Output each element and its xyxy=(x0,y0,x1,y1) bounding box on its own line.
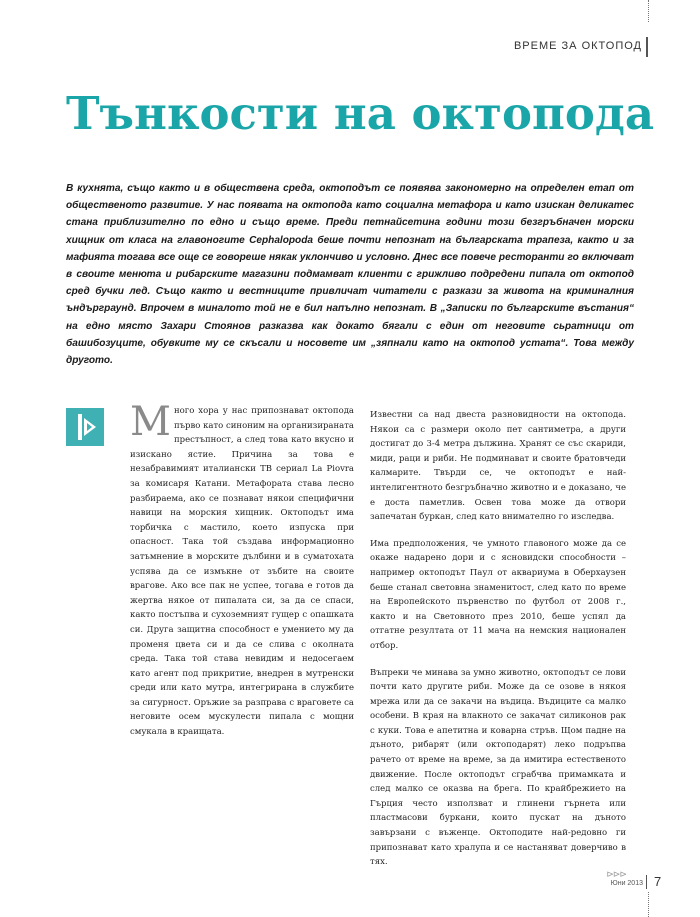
article-title: Тънкости на октопода xyxy=(66,87,655,140)
bottom-divider xyxy=(648,892,649,917)
body-paragraph: Известни са над двеста разновидности на октопода. Някои са с размери около пет сантиметра, а други достигат до 3-4 метра дължина. Хранят се със скариди, миди, раци и риби. Не подминават и своите братовчеди калмарите. Твърди се, че октоподът е най-интелигентното безгръбначно животно и е доказано, че е доста паметлив. Освен това може да отвори запечатан буркан, след като внимателно го изследва. xyxy=(370,410,626,523)
footer-divider xyxy=(646,875,647,889)
body-paragraph xyxy=(130,399,355,740)
article-column-left xyxy=(130,399,355,740)
top-divider xyxy=(648,0,649,22)
body-paragraph: Въпреки че минава за умно животно, октоподът се лови почти като другите риби. Може да се озове в някоя мрежа или да се закачи на въдица. Въдиците са малко особени. В края на влакното се закачат силиконов рак с куки. Това е апетитна и коварна стръв. Щом падне на дъното, рибарят (или октоподарят) леко подръпва рачето от време на време, за да имитира естественото движение. После октоподът сграбчва примамката и след малко се оказва на брега. По крайбрежието на Гърция често използват и глинени гърнета или пластмасови буркани, които пускат на дъното завързани с въженце. Октоподите най-редовно ги припознават като хралупа и се настаняват доверчиво в тях. xyxy=(370,667,626,868)
continue-arrows-icon: ⊳⊳⊳ xyxy=(606,869,626,880)
article-column-right xyxy=(370,408,626,882)
body-paragraph: Има предположения, че умното главоного може да се окаже надарено дори и с ясновидски способности – например октоподът Паул от аквариума в Оберхаузен беше станал световна знаменитост, след като по време на Европейското първенство по футбол от 2008 г., както и на Световното през 2010, беше успял да отгатне резултата от 11 мача на немския национален отбор. xyxy=(370,538,626,651)
page-number: 7 xyxy=(654,874,662,889)
article-lead: В кухнята, също както и в обществена среда, октоподът се появява закономерно на определен етап от общественото развитие. У нас появата на октопода като социална метафора и като изискан деликатес стана приблизително по едно и също време. Преди петнайсетина години този безгръбначен морски хищник от класа на главоногите Cephalopoda беше почти непознат на българската трапеза, както и за мафията тогава все още се говореше някак уклончиво и условно. Днес все повече ресторанти го включват в своите менюта и рибарските магазини подмамват клиенти с грижливо подредени пипала от октопод сред бучки лед. Също както и вестниците привличат читатели с разкази за живота на криминалния ъндърграунд. Впрочем в миналото той не е бил напълно непознат. В „Записки по българските въстания“ на едно място Захари Стоянов разказва как докато бягали с един от неговите сьратници от башибозуците, обувките му се скъсали и носовете им „зяпнали като на октопод устата“. Това между другото. xyxy=(66,183,634,367)
section-marker xyxy=(646,37,648,57)
section-label: ВРЕМЕ ЗА ОКТОПОД xyxy=(513,40,642,52)
issue-date: Юни 2013 xyxy=(610,880,643,887)
arrow-right-icon xyxy=(66,408,104,446)
drop-cap: М xyxy=(130,399,171,445)
body-text: ного хора у нас припознават октопода първо като синоним на организираната престъпност, а след това като вкусно и изискано ястие. Причина за това е незабравимият италиански ТВ сериал La Piovra за комисаря Катани. Метафората става лесно разбираема, ако се познават някои специфични навици на морския хищник. Октоподът има торбичка с мастило, което изпуска при опасност. Така той създава информационно затъмнение в морските дълбини и в суматохата успява да се измъкне от зъбите на своите врагове. Ако все пак не успее, тогава е готов да жертва някое от пипалата си, за да се спаси, както постъпва и сухоземният гущер с опашката си. Друга защитна способност е умението му да променя цвета си и да се слива с околната среда. Така той става невидим и недосегаем като агент под прикритие, внедрен в мутренски среди или като мутра, интегрирана в службите за сигурност. Оръжие за разправа с враговете са неговите осем мускулести пипала с мощни смукала в краищата. xyxy=(130,406,355,738)
